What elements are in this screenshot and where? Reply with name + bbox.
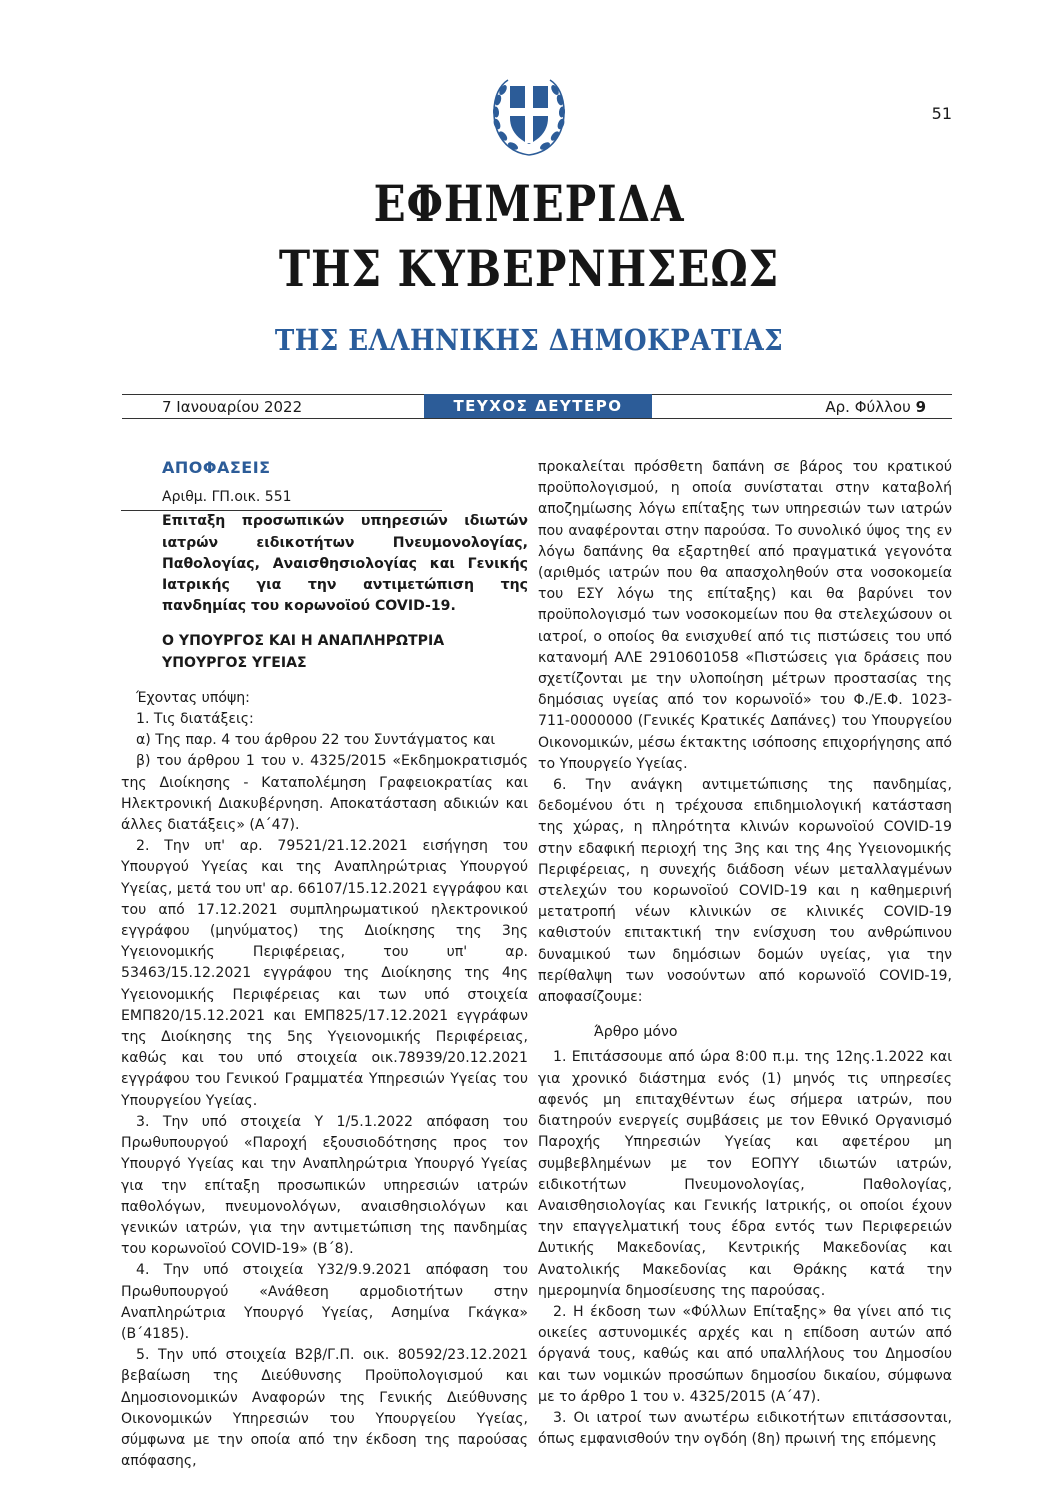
paragraph: προκαλείται πρόσθετη δαπάνη σε βάρος του κρατικού προϋπολογισμού, η οποία συνίσταται στην καταβολή αποζημίωσης λόγω επίταξης των υπηρεσιών των ιατρών που αναφέρονται στην παρούσα. Το συνολικό ύψος της εν λόγω δαπάνης θα εξαρτηθεί από πραγματικά γεγονότα (αριθμός ιατρών που θα απασχοληθούν στα νοσοκομεία του ΕΣΥ λόγω της επίταξης) και θα βαρύνει τον προϋπολογισμό των νοσοκομείων που θα στελεχώσουν οι ιατροί, ο οποίος θα ενισχυθεί από τις πιστώσεις του υπό κατανομή ΑΛΕ 2910601058 «Πιστώσεις για δράσεις που σχετίζονται με την υλοποίηση μέτρων προστασίας της δημόσιας υγείας από τον κορωνοϊό» του Φ./Ε.Φ. 1023-711-0000000 (Γενικές Κρατικές Δαπάνες) του Υπουργείου Οικονομικών, μέσω έκτακτης ισόποσης επιχορήγησης από το Υπουργείο Υγείας. bbox=[538, 459, 952, 772]
paragraph: α) Της παρ. 4 του άρθρου 22 του Συντάγματος και bbox=[136, 732, 496, 749]
section-heading: ΑΠΟΦΑΣΕΙΣ bbox=[162, 458, 271, 477]
paragraph: β) του άρθρου 1 του ν. 4325/2015 «Εκδημοκρατισμός της Διοίκησης - Καταπολέμηση Γραφειοκρατίας και Ηλεκτρονική Διακυβέρνηση. Αποκατάσταση αδικιών και άλλες διατάξεις» (Α΄47). bbox=[121, 753, 528, 834]
sheet-number-label: Αρ. Φύλλου bbox=[825, 398, 916, 416]
paragraph: 6. Την ανάγκη αντιμετώπισης της πανδημίας, δεδομένου ότι η τρέχουσα επιδημιολογική κατάσταση της χώρας, η πληρότητα κλινών κορωνοϊού COVID-19 στην εδαφική περιοχή της 3ης και της 4ης Υγειονομικής Περιφέρειας, η συνεχής διάδοση νέων μεταλλαγμένων στελεχών του κορωνοϊού COVID-19 και η καθημερινή μετατροπή νέων κλινικών σε κλινικές COVID-19 καθιστούν επιτακτική την ενίσχυση του ανθρώπινου δυναμικού των δημόσιων δομών υγείας, για την περίθαλψη των νοσούντων από κορωνοϊό COVID-19, αποφασίζουμε: bbox=[538, 777, 952, 1006]
paragraph: Έχοντας υπόψη: bbox=[136, 689, 250, 706]
paragraph: 2. Την υπ' αρ. 79521/21.12.2021 εισήγηση του Υπουργού Υγείας και της Αναπληρώτριας Υπουργού Υγείας, μετά του υπ' αρ. 66107/15.12.2021 εγγράφου και του από 17.12.2021 συμπληρωματικού ηλεκτρονικού εγγράφου (μηνύματος) της Διοίκησης της 3ης Υγειονομικής Περιφέρειας, του υπ' αρ. 53463/15.12.2021 εγγράφου της Διοίκησης της 4ης Υγειονομικής Περιφέρειας και των υπό στοιχεία ΕΜΠ820/15.12.2021 και ΕΜΠ825/17.12.2021 εγγράφων της Διοίκησης της 5ης Υγειονομικής Περιφέρειας, καθώς και του υπό στοιχεία οικ.78939/20.12.2021 εγγράφου του Γενικού Γραμματέα Υπηρεσιών Υγείας του Υπουργείου Υγείας. bbox=[121, 838, 528, 1109]
article-heading: Άρθρο μόνο bbox=[594, 1024, 678, 1041]
masthead-title-line1: ΕΦΗΜΕΡΙΔΑ bbox=[373, 174, 685, 233]
paragraph: 5. Την υπό στοιχεία Β2β/Γ.Π. οικ. 80592/23.12.2021 βεβαίωση της Διεύθυνσης Προϋπολογισμού και Δημοσιονομικών Αναφορών της Γενικής Διεύθυνσης Οικονομικών Υπηρεσιών του Υπουργείου Υγείας, σύμφωνα με την οποία από την έκδοση της παρούσας απόφασης, bbox=[121, 1347, 528, 1470]
paragraph: 3. Οι ιατροί των ανωτέρω ειδικοτήτων επιτάσσονται, όπως εμφανισθούν την ογδόη (8η) πρωινή της επόμενης bbox=[538, 1409, 952, 1448]
decision-reference: Αριθμ. ΓΠ.οικ. 551 bbox=[121, 487, 442, 511]
issuing-authority: Ο ΥΠΟΥΡΓΟΣ ΚΑΙ Η ΑΝΑΠΛΗΡΩΤΡΙΑ ΥΠΟΥΡΓΟΣ ΥΓΕΙΑΣ bbox=[162, 633, 445, 671]
paragraph: 3. Την υπό στοιχεία Υ 1/5.1.2022 απόφαση του Πρωθυπουργού «Παροχή εξουσιοδότησης προς τον Υπουργό Υγείας και την Αναπληρώτρια Υπουργό Υγείας για την επίταξη προσωπικών υπηρεσιών ιατρών παθολόγων, πνευμονολόγων, αναισθησιολόγων και γενικών ιατρών, για την αντιμετώπιση της πανδημίας του κορωνοϊού COVID-19» (Β΄8). bbox=[121, 1113, 528, 1258]
masthead-subtitle: ΤΗΣ ΕΛΛΗΝΙΚΗΣ ΔΗΜΟΚΡΑΤΙΑΣ bbox=[274, 323, 784, 357]
paragraph: 2. Η έκδοση των «Φύλλων Επίταξης» θα γίνει από τις οικείες αστυνομικές αρχές και η επίδοση αυτών από όργανά τους, καθώς και από υπαλλήλους του Δημοσίου και των νομικών προσώπων δημοσίου δικαίου, σύμφωνα με το άρθρο 1 του ν. 4325/2015 (Α΄47). bbox=[538, 1303, 952, 1405]
greek-coat-of-arms-icon bbox=[486, 72, 572, 158]
sheet-number-value: 9 bbox=[915, 398, 926, 416]
right-column bbox=[538, 457, 952, 1450]
paragraph: 4. Την υπό στοιχεία Υ32/9.9.2021 απόφαση του Πρωθυπουργού «Ανάθεση αρμοδιοτήτων στην Αναπληρώτρια Υπουργό Υγείας, Ασημίνα Γκάγκα» (Β΄4185). bbox=[121, 1262, 528, 1342]
decision-subject: Επιταξη προσωπικών υπηρεσιών ιδιωτών ιατρών ειδικοτήτων Πνευμονολογίας, Παθολογίας, Αναισθησιολογίας και Γενικής Ιατρικής για την αντιμετώπιση της πανδημίας του κορωνοϊού COVID-19. bbox=[162, 513, 528, 615]
divider bbox=[122, 418, 952, 419]
masthead-title-line2: ΤΗΣ ΚΥΒΕΡΝΗΣΕΩΣ bbox=[278, 239, 780, 298]
paragraph: 1. Επιτάσσουμε από ώρα 8:00 π.μ. της 12ης.1.2022 και για χρονικό διάστημα ενός (1) μηνός τις υπηρεσίες αφενός μη επιταχθέντων έως σήμερα ιατρών, που διατηρούν ενεργείς συμβάσεις με τον Εθνικό Οργανισμό Παροχής Υπηρεσιών Υγείας και αφετέρου μη συμβεβλημένων με τον ΕΟΠΥΥ ιδιωτών ιατρών, ειδικοτήτων Πνευμονολογίας, Παθολογίας, Αναισθησιολογίας και Γενικής Ιατρικής, οι οποίοι έχουν την επαγγελματική τους έδρα εντός των Περιφερειών Δυτικής Μακεδονίας, Κεντρικής Μακεδονίας και Ανατολικής Μακεδονίας και Θράκης κατά την ημερομηνία δημοσίευσης της παρούσας. bbox=[538, 1049, 952, 1299]
issue-label: ΤΕΥΧΟΣ ΔΕΥΤΕΡΟ bbox=[424, 394, 652, 418]
page-number: 51 bbox=[931, 104, 952, 123]
left-column bbox=[121, 457, 528, 1472]
issue-info-bar bbox=[122, 394, 952, 419]
paragraph: 1. Τις διατάξεις: bbox=[136, 711, 254, 728]
issue-date: 7 Ιανουαρίου 2022 bbox=[162, 398, 303, 416]
sheet-number bbox=[825, 398, 926, 416]
